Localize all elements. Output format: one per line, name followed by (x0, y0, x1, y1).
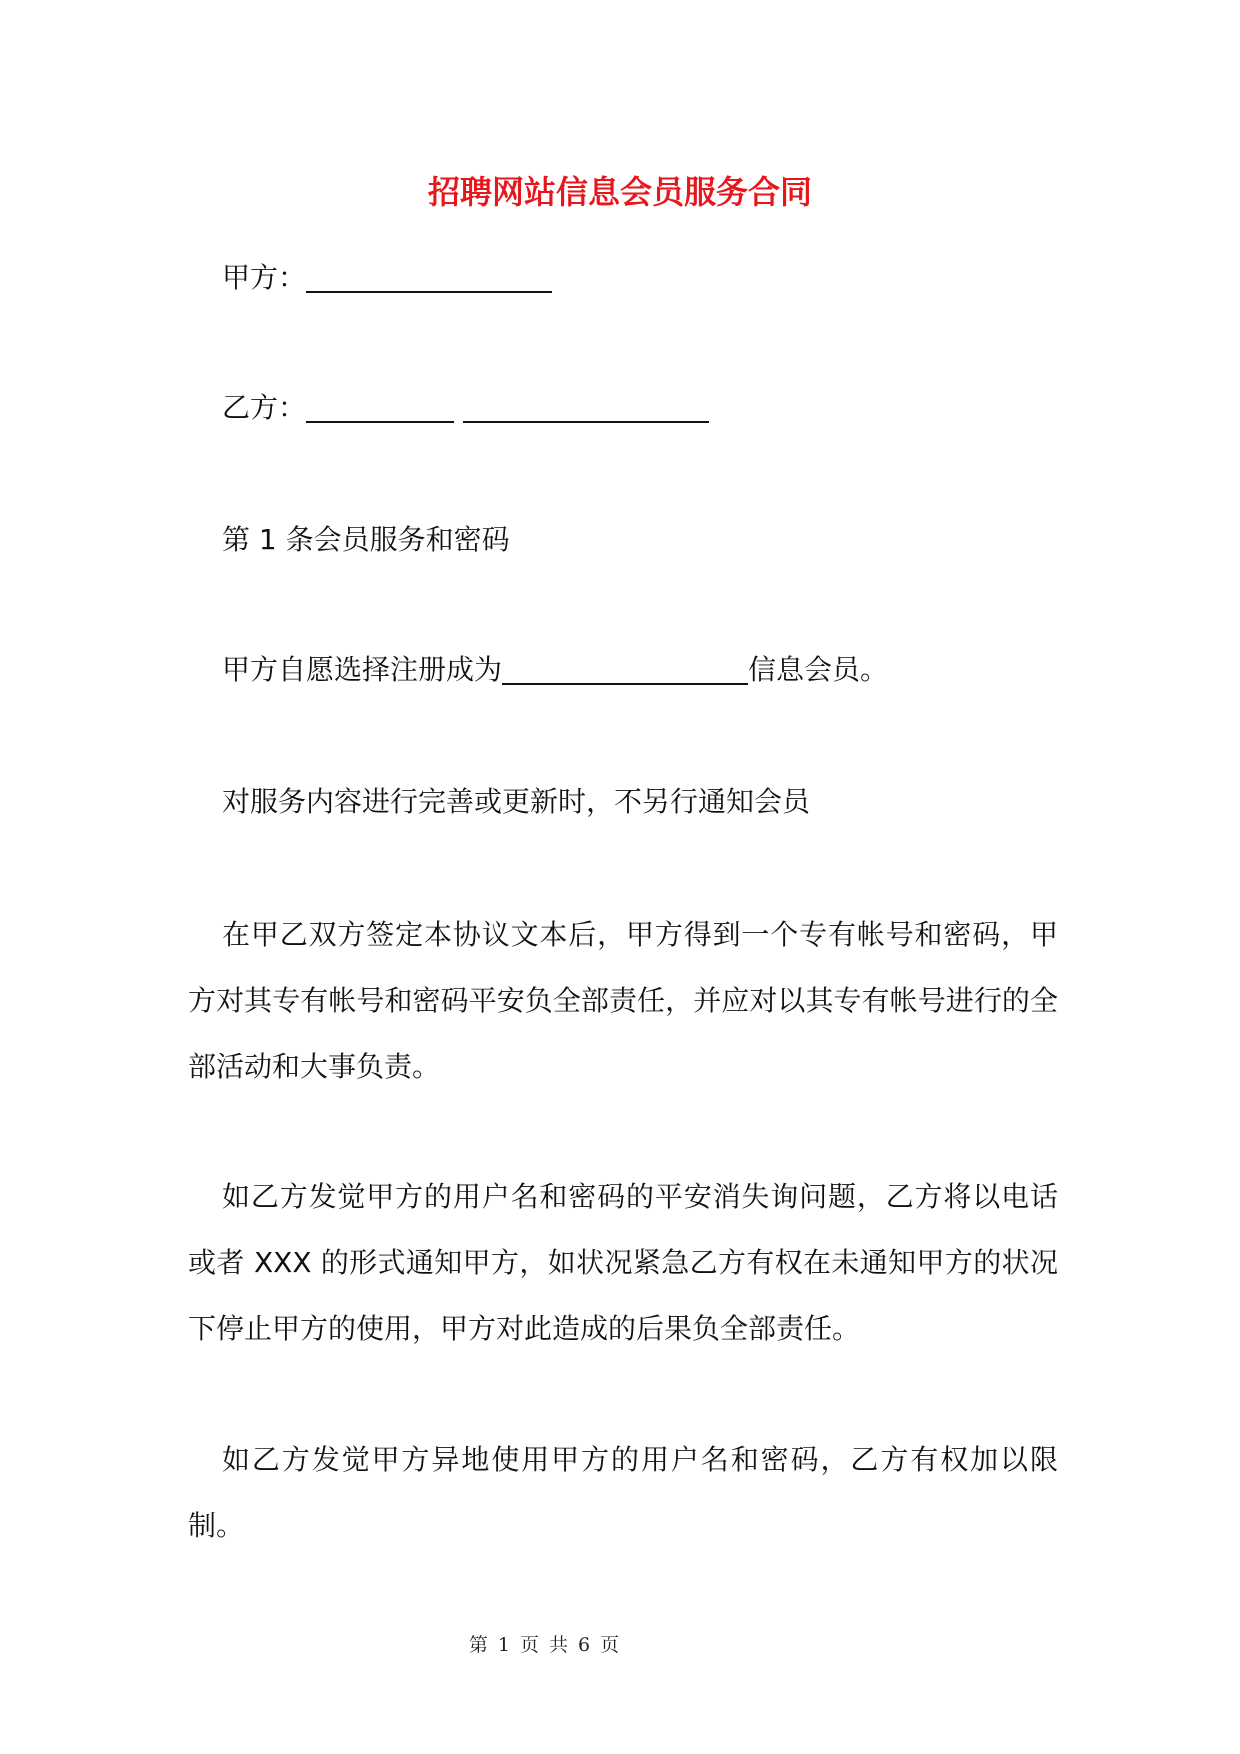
party-b-label: 乙方： (222, 391, 307, 424)
registration-line (222, 650, 888, 690)
party-a-label: 甲方： (222, 261, 307, 294)
paragraph-account-responsibility: 在甲乙双方签定本协议文本后，甲方得到一个专有帐号和密码，甲方对其专有帐号和密码平安负全部责任，并应对以其专有帐号进行的全部活动和大事负责。 (188, 918, 1058, 1083)
article-1-heading: 第 1 条会员服务和密码 (222, 523, 510, 556)
party-b-line (222, 388, 709, 428)
page-number: 第 1 页 共 6 页 (468, 1634, 622, 1656)
party-b-blank-1 (306, 391, 454, 423)
paragraph-security-notice: 如乙方发觉甲方的用户名和密码的平安消失询问题，乙方将以电话或者 XXX 的形式通知甲方，如状况紧急乙方有权在未通知甲方的状况下停止甲方的使用，甲方对此造成的后果负全部责任。 (188, 1180, 1058, 1345)
document-title: 招聘网站信息会员服务合同 (427, 173, 812, 211)
registration-prefix: 甲方自愿选择注册成为 (222, 653, 503, 686)
service-update-note: 对服务内容进行完善或更新时，不另行通知会员 (222, 785, 811, 818)
registration-blank (502, 653, 748, 685)
registration-suffix: 信息会员。 (748, 653, 889, 686)
party-a-blank (306, 261, 552, 293)
party-a-line (222, 258, 552, 298)
party-b-blank-2 (463, 391, 709, 423)
paragraph-remote-usage: 如乙方发觉甲方异地使用甲方的用户名和密码，乙方有权加以限制。 (188, 1443, 1058, 1542)
